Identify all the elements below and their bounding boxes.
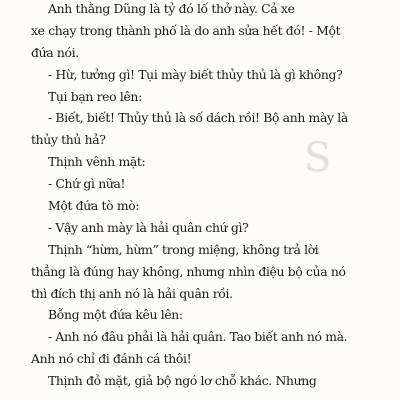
bleed-through-drop-cap: S: [304, 135, 332, 181]
text-line-6: - Biết, biết! Thủy thủ là số dách rồi! Bộ anh mày là: [48, 110, 348, 126]
text-line-7: thủy thủ hả?: [31, 132, 106, 148]
text-line-17: Anh nó chỉ đi đánh cá thôi!: [31, 351, 192, 367]
text-line-10: Một đứa tò mò:: [48, 198, 140, 213]
text-line-4: - Hừ, tưởng gì! Tụi mày biết thủy thủ là gì không?: [48, 66, 343, 82]
text-line-8: Thịnh vênh mặt:: [48, 154, 146, 170]
text-line-13: thẳng là đúng hay không, nhưng nhìn điệu bộ của nó: [31, 263, 346, 279]
text-line-3: đứa nói.: [31, 44, 79, 60]
text-line-12: Thịnh “hừm, hừm” trong miệng, không trả lời: [48, 241, 319, 257]
text-line-2: xe chạy trong thành phố là do anh sửa hết đó! - Một: [31, 22, 341, 38]
text-line-5: Tụi bạn reo lên:: [48, 88, 142, 104]
text-line-11: - Vậy anh mày là hải quân chứ gì?: [48, 219, 249, 235]
text-line-18: Thịnh đỏ mặt, giả bộ ngó lơ chỗ khác. Nhưng: [48, 373, 317, 389]
text-line-15: Bỗng một đứa kêu lên:: [48, 307, 183, 323]
text-line-14: thì đích thị anh nó là hải quân rồi.: [31, 285, 233, 301]
text-line-9: - Chứ gì nữa!: [48, 176, 126, 192]
text-line-1: Anh thằng Dũng là tỷ đó lố thở này. Cả xe: [48, 1, 295, 16]
text-line-16: - Anh nó đâu phải là hải quân. Tao biết anh nó mà.: [48, 329, 348, 345]
